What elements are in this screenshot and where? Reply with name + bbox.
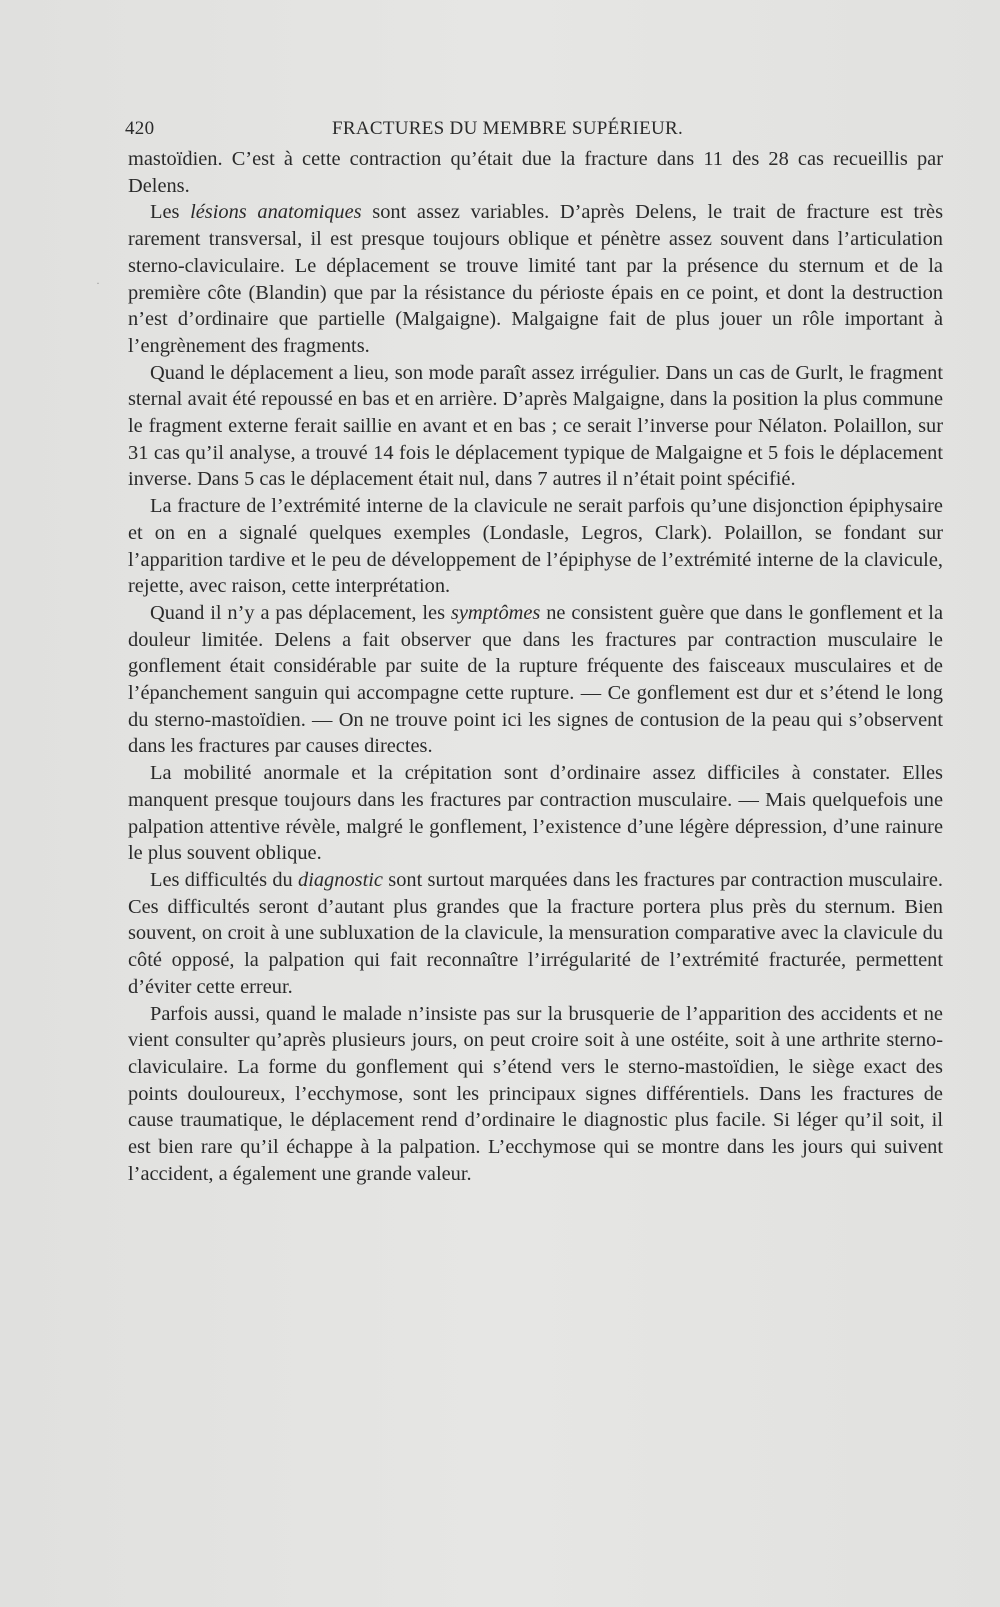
italic-term: symptômes (450, 601, 541, 624)
paragraph-lesions (128, 199, 943, 359)
paragraph-continuation (128, 146, 943, 199)
italic-term: diagnostic (298, 868, 383, 891)
paragraph-diagnosis (128, 867, 943, 1001)
paragraph-displacement (128, 360, 943, 494)
text-segment: La mobilité anormale et la crépitation sont d’ordinaire assez difficiles à constater. Elles manquent presque toujours dans les fractures par contraction musculaire. — Mais quelquefois une palpation attentive révèle, malgré le gonflement, l’existence d’une légère dépression, d’une rainure le plus souvent oblique. (128, 762, 943, 865)
text-segment: mastoïdien. C’est à cette contraction qu’était due la fracture dans 11 des 28 cas recueillis par Delens. (128, 148, 943, 197)
text-segment: ne consistent guère que dans le gonflement et la douleur limitée. Delens a fait observer que dans les fractures par contraction musculaire le gonflement était considérable par suite de la rupture fréquente des faisceaux musculaires et de l’épanchement sanguin qui accompagne cette rupture. — Ce gonflement est dur et s’étend le long du sterno-mastoïdien. — On ne trouve point ici les signes de contusion de la peau qui s’observent dans les fractures par causes directes. (128, 601, 943, 758)
body-text (128, 146, 943, 1187)
text-segment: Quand il n’y a pas déplacement, les (150, 601, 451, 624)
paragraph-differential (128, 1001, 943, 1188)
italic-term: lésions anatomiques (190, 201, 362, 224)
paragraph-symptoms (128, 600, 943, 760)
paragraph-mobility (128, 760, 943, 867)
text-segment: Les difficultés du (150, 868, 298, 891)
paragraph-epiphysis (128, 493, 943, 600)
running-title: FRACTURES DU MEMBRE SUPÉRIEUR. (332, 118, 684, 139)
margin-mark: · (96, 276, 100, 290)
text-segment: sont surtout marquées dans les fractures par contraction musculaire. Ces difficultés seront d’autant plus grandes que la fracture portera plus près du sternum. Bien souvent, on croit à une subluxation de la clavicule, la mensuration comparative avec la clavicule du côté opposé, la palpation qui fait reconnaître l’irrégularité de l’extrémité fracturée, permettent d’éviter cette erreur. (128, 868, 943, 998)
page-header (125, 114, 925, 144)
text-segment: Les (150, 201, 191, 224)
text-segment: La fracture de l’extrémité interne de la clavicule ne serait parfois qu’une disjonction épiphysaire et on en a signalé quelques exemples (Londasle, Legros, Clark). Polaillon, se fondant sur l’apparition tardive et le peu de développement de l’épiphyse de l’extrémité interne de la clavicule, rejette, avec raison, cette interprétation. (128, 495, 943, 598)
text-segment: sont assez variables. D’après Delens, le trait de fracture est très rarement transversal, il est presque toujours oblique et pénètre assez souvent dans l’articulation sterno-claviculaire. Le déplacement se trouve limité tant par la présence du sternum et de la première côte (Blandin) que par la résistance du périoste épais en ce point, et dont la destruction n’est d’ordinaire que partielle (Malgaigne). Malgaigne fait de plus jouer un rôle important à l’engrènement des fragments. (128, 201, 944, 357)
text-segment: Quand le déplacement a lieu, son mode paraît assez irrégulier. Dans un cas de Gurlt, le fragment sternal avait été repoussé en bas et en arrière. D’après Malgaigne, dans la position la plus commune le fragment externe ferait saillie en avant et en bas ; ce serait l’inverse pour Nélaton. Polaillon, sur 31 cas qu’il analyse, a trouvé 14 fois le déplacement typique de Malgaigne et 5 fois le déplacement inverse. Dans 5 cas le déplacement était nul, dans 7 autres il n’était point spécifié. (128, 361, 943, 491)
page-number: 420 (125, 118, 155, 139)
text-segment: Parfois aussi, quand le malade n’insiste pas sur la brusquerie de l’apparition des accidents et ne vient consulter qu’après plusieurs jours, on peut croire soit à une ostéite, soit à une arthrite sterno-claviculaire. La forme du gonflement qui s’étend vers le sterno-mastoïdien, le siège exact des points douloureux, l’ecchymose, sont les principaux signes différentiels. Dans les fractures de cause traumatique, le déplacement rend d’ordinaire le diagnostic plus facile. Si léger qu’il soit, il est bien rare qu’il échappe à la palpation. L’ecchymose qui se montre dans les jours qui suivent l’accident, a également une grande valeur. (128, 1002, 943, 1185)
